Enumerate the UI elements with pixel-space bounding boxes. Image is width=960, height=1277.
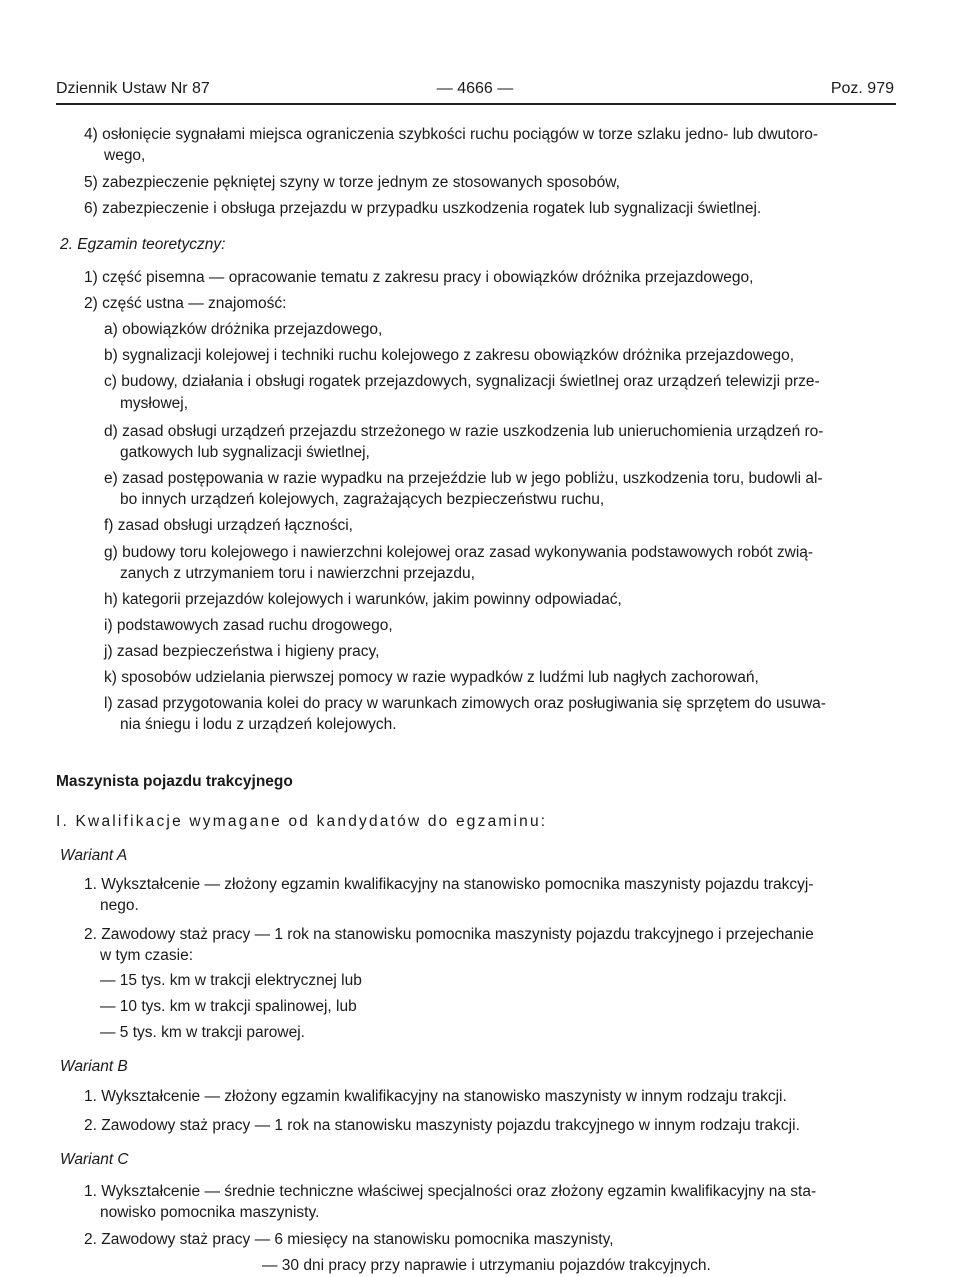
- text-line: bo innych urządzeń kolejowych, zagrażających bezpieczeństwu ruchu,: [120, 491, 605, 508]
- text-line: nowisko pomocnika maszynisty.: [100, 1204, 320, 1221]
- text-line: — 5 tys. km w trakcji parowej.: [100, 1024, 305, 1041]
- variant-heading: Wariant C: [60, 1151, 129, 1168]
- page-number: — 4666 —: [436, 80, 514, 97]
- text-line: 4) osłonięcie sygnałami miejsca ograniczenia szybkości ruchu pociągów w torze szlaku jedno- lub dwutoro-: [84, 126, 819, 143]
- header-rule: [56, 103, 896, 105]
- text-line: mysłowej,: [120, 395, 189, 412]
- text-line: 2. Zawodowy staż pracy — 6 miesięcy na stanowisku pomocnika maszynisty,: [84, 1231, 614, 1248]
- text-line: l) zasad przygotowania kolei do pracy w warunkach zimowych oraz posługiwania się sprzętem do usuwa-: [104, 695, 826, 712]
- text-line: 5) zabezpieczenie pękniętej szyny w torze jednym ze stosowanych sposobów,: [84, 174, 620, 191]
- subsection-heading: I. Kwalifikacje wymagane od kandydatów do egzaminu:: [56, 813, 548, 830]
- text-line: zanych z utrzymaniem toru i nawierzchni przejazdu,: [120, 565, 475, 582]
- text-line: i) podstawowych zasad ruchu drogowego,: [104, 617, 393, 634]
- text-line: e) zasad postępowania w razie wypadku na przejeździe lub w jego pobliżu, uszkodzenia toru, budowli al-: [104, 470, 823, 487]
- text-line: 1. Wykształcenie — złożony egzamin kwalifikacyjny na stanowisko maszynisty w innym rodzaju trakcji.: [84, 1088, 787, 1105]
- text-line: b) sygnalizacji kolejowej i techniki ruchu kolejowego z zakresu obowiązków dróżnika przejazdowego,: [104, 347, 795, 364]
- text-line: g) budowy toru kolejowego i nawierzchni kolejowej oraz zasad wykonywania podstawowych robót zwią-: [104, 544, 814, 561]
- text-line: 2. Zawodowy staż pracy — 1 rok na stanowisku pomocnika maszynisty pojazdu trakcyjnego i przejechanie: [84, 926, 814, 943]
- text-line: 2) część ustna — znajomość:: [84, 295, 287, 312]
- journal-title: Dziennik Ustaw Nr 87: [56, 80, 210, 97]
- text-line: 1. Wykształcenie — złożony egzamin kwalifikacyjny na stanowisko pomocnika maszynisty pojazdu trakcyj-: [84, 876, 814, 893]
- text-line: 6) zabezpieczenie i obsługa przejazdu w przypadku uszkodzenia rogatek lub sygnalizacji świetlnej.: [84, 200, 762, 217]
- text-line: nego.: [100, 897, 139, 914]
- variant-heading: Wariant B: [60, 1058, 128, 1075]
- text-line: gatkowych lub sygnalizacji świetlnej,: [120, 444, 370, 461]
- text-line: w tym czasie:: [100, 947, 194, 964]
- text-line: j) zasad bezpieczeństwa i higieny pracy,: [104, 643, 380, 660]
- text-line: nia śniegu i lodu z urządzeń kolejowych.: [120, 716, 397, 733]
- text-line: 2. Zawodowy staż pracy — 1 rok na stanowisku maszynisty pojazdu trakcyjnego w innym rodzaju trakcji.: [84, 1117, 800, 1134]
- position-number: Poz. 979: [830, 80, 894, 97]
- text-line: d) zasad obsługi urządzeń przejazdu strzeżonego w razie uszkodzenia lub unieruchomienia urządzeń ro-: [104, 423, 824, 440]
- text-line: — 15 tys. km w trakcji elektrycznej lub: [100, 972, 362, 989]
- text-line: k) sposobów udzielania pierwszej pomocy w razie wypadków z ludźmi lub nagłych zachorowań,: [104, 669, 759, 686]
- text-line: — 10 tys. km w trakcji spalinowej, lub: [100, 998, 357, 1015]
- text-line: 1. Wykształcenie — średnie techniczne właściwej specjalności oraz złożony egzamin kwalifikacyjny na sta-: [84, 1183, 817, 1200]
- text-line: wego,: [104, 147, 146, 164]
- text-line: f) zasad obsługi urządzeń łączności,: [104, 517, 353, 534]
- page-header: [56, 80, 894, 102]
- text-line: h) kategorii przejazdów kolejowych i warunków, jakim powinny odpowiadać,: [104, 591, 622, 608]
- section-title: Maszynista pojazdu trakcyjnego: [56, 773, 293, 790]
- text-line: 1) część pisemna — opracowanie tematu z zakresu pracy i obowiązków dróżnika przejazdowego,: [84, 269, 754, 286]
- text-line: c) budowy, działania i obsługi rogatek przejazdowych, sygnalizacji świetlnej oraz urządzeń telewizji prze-: [104, 373, 820, 390]
- text-line: a) obowiązków dróżnika przejazdowego,: [104, 321, 383, 338]
- text-line: — 30 dni pracy przy naprawie i utrzymaniu pojazdów trakcyjnych.: [262, 1257, 711, 1274]
- variant-heading: Wariant A: [60, 847, 128, 864]
- section-heading: 2. Egzamin teoretyczny:: [60, 236, 226, 253]
